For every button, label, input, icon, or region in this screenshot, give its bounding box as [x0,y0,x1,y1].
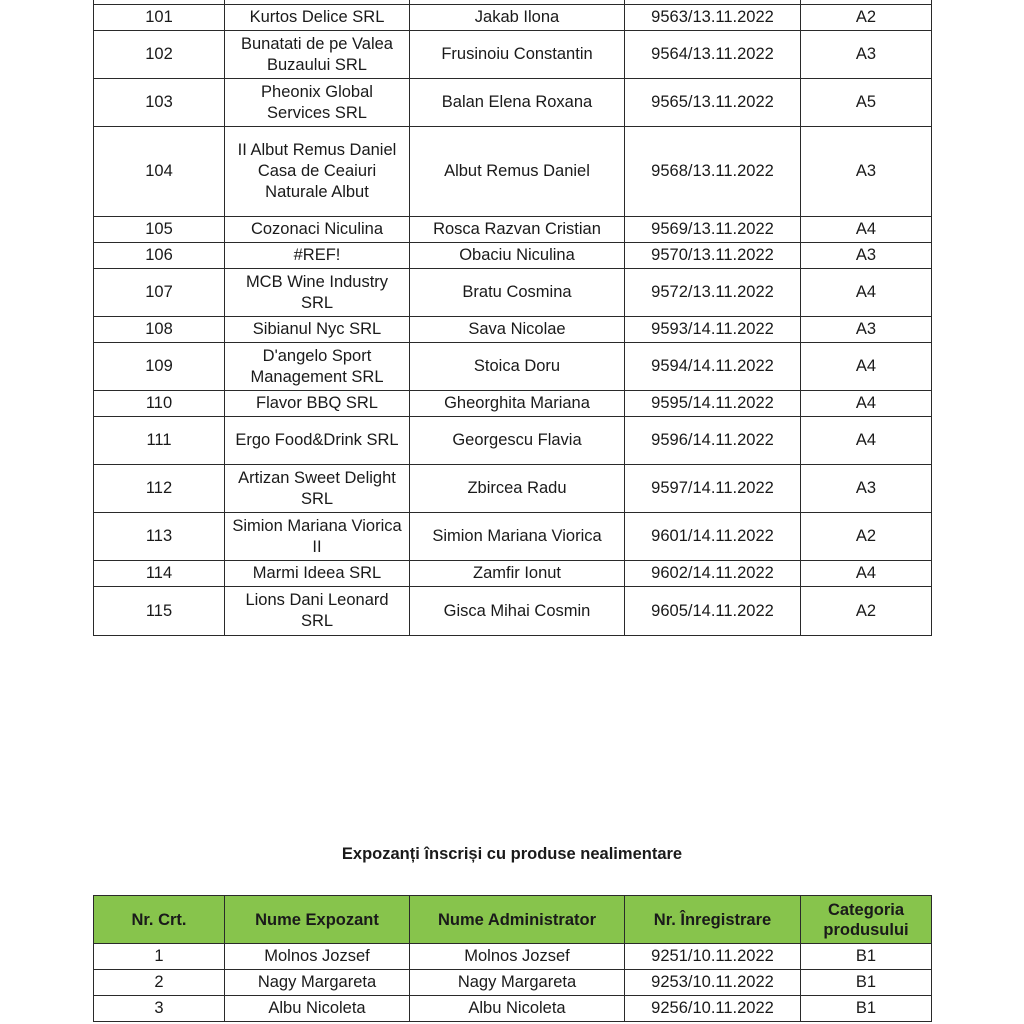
table-row [94,269,932,317]
cell-categorie: A4 [801,417,932,465]
table-header-row [94,896,932,944]
cell-inregistrare: 9601/14.11.2022 [625,513,801,561]
cell-nr: 113 [94,513,225,561]
cell-categorie: A4 [801,269,932,317]
table-row [94,217,932,243]
cell-administrator: Simion Mariana Viorica [410,513,625,561]
cell-categorie: A4 [801,561,932,587]
cell-expozant: Artizan Sweet Delight SRL [225,465,410,513]
cell-inregistrare: 9565/13.11.2022 [625,79,801,127]
cell-categorie: A4 [801,343,932,391]
cell-expozant: Bunatati de pe Valea Buzaului SRL [225,31,410,79]
cell-expozant: Marmi Ideea SRL [225,561,410,587]
cell-nr: 2 [94,970,225,996]
cell-nr: 104 [94,127,225,217]
cell-inregistrare: 9595/14.11.2022 [625,391,801,417]
cell-inregistrare: 9597/14.11.2022 [625,465,801,513]
cell-nr: 103 [94,79,225,127]
exhibitors-non-food-table [93,895,932,1022]
cell-expozant: Lions Dani Leonard SRL [225,587,410,636]
cell-inregistrare: 9568/13.11.2022 [625,127,801,217]
cell-nr: 105 [94,217,225,243]
cell-administrator: Frusinoiu Constantin [410,31,625,79]
cell-inregistrare: 9251/10.11.2022 [625,944,801,970]
column-header-nr: Nr. Crt. [94,896,225,944]
table-row [94,31,932,79]
cell-categorie: A2 [801,5,932,31]
cell-nr: 115 [94,587,225,636]
cell-administrator: Bratu Cosmina [410,269,625,317]
column-header-categorie: Categoria produsului [801,896,932,944]
cell-expozant: Molnos Jozsef [225,944,410,970]
table-row [94,561,932,587]
cell-categorie: A3 [801,127,932,217]
cell-categorie: A3 [801,31,932,79]
cell-categorie: A4 [801,391,932,417]
cell-expozant: Flavor BBQ SRL [225,391,410,417]
table-row [94,944,932,970]
table-row [94,513,932,561]
exhibitors-food-table [93,0,932,636]
cell-administrator: Albut Remus Daniel [410,127,625,217]
cell-nr: 114 [94,561,225,587]
cell-administrator: Albu Nicoleta [410,996,625,1022]
cell-expozant: II Albut Remus Daniel Casa de Ceaiuri Naturale Albut [225,127,410,217]
cell-expozant: Nagy Margareta [225,970,410,996]
cell-inregistrare: 9572/13.11.2022 [625,269,801,317]
table-row [94,243,932,269]
column-header-inregistrare: Nr. Înregistrare [625,896,801,944]
cell-categorie: A3 [801,317,932,343]
cell-nr: 110 [94,391,225,417]
cell-administrator: Molnos Jozsef [410,944,625,970]
cell-inregistrare: 9253/10.11.2022 [625,970,801,996]
cell-expozant: Simion Mariana Viorica II [225,513,410,561]
cell-categorie: A3 [801,243,932,269]
cell-administrator: Jakab Ilona [410,5,625,31]
cell-categorie: B1 [801,944,932,970]
cell-administrator: Stoica Doru [410,343,625,391]
cell-nr: 107 [94,269,225,317]
cell-inregistrare: 9593/14.11.2022 [625,317,801,343]
cell-categorie: A2 [801,587,932,636]
cell-inregistrare: 9594/14.11.2022 [625,343,801,391]
table-row [94,343,932,391]
cell-categorie: B1 [801,996,932,1022]
cell-inregistrare: 9605/14.11.2022 [625,587,801,636]
table-row [94,5,932,31]
cell-expozant: Kurtos Delice SRL [225,5,410,31]
cell-categorie: A2 [801,513,932,561]
table-row [94,970,932,996]
cell-expozant: D'angelo Sport Management SRL [225,343,410,391]
cell-nr: 3 [94,996,225,1022]
cell-inregistrare: 9564/13.11.2022 [625,31,801,79]
table-row [94,391,932,417]
table-row [94,587,932,636]
cell-expozant: Ergo Food&Drink SRL [225,417,410,465]
cell-inregistrare: 9256/10.11.2022 [625,996,801,1022]
cell-inregistrare: 9570/13.11.2022 [625,243,801,269]
cell-administrator: Zamfir Ionut [410,561,625,587]
cell-nr: 112 [94,465,225,513]
cell-nr: 106 [94,243,225,269]
table-row [94,317,932,343]
table-row [94,127,932,217]
cell-inregistrare: 9602/14.11.2022 [625,561,801,587]
cell-inregistrare: 9569/13.11.2022 [625,217,801,243]
cell-nr: 109 [94,343,225,391]
cell-categorie: A5 [801,79,932,127]
cell-expozant: Pheonix Global Services SRL [225,79,410,127]
cell-nr: 108 [94,317,225,343]
cell-administrator: Sava Nicolae [410,317,625,343]
cell-nr: 102 [94,31,225,79]
cell-categorie: A4 [801,217,932,243]
cell-administrator: Zbircea Radu [410,465,625,513]
cell-categorie: A3 [801,465,932,513]
section-heading-non-food: Expozanți înscriși cu produse nealimentare [341,845,683,863]
cell-administrator: Gheorghita Mariana [410,391,625,417]
cell-nr: 101 [94,5,225,31]
cell-expozant: Cozonaci Niculina [225,217,410,243]
column-header-administrator: Nume Administrator [410,896,625,944]
cell-administrator: Obaciu Niculina [410,243,625,269]
cell-categorie: B1 [801,970,932,996]
cell-nr: 1 [94,944,225,970]
table-row [94,465,932,513]
cell-expozant: MCB Wine Industry SRL [225,269,410,317]
cell-expozant: #REF! [225,243,410,269]
cell-inregistrare: 9596/14.11.2022 [625,417,801,465]
cell-administrator: Nagy Margareta [410,970,625,996]
cell-administrator: Rosca Razvan Cristian [410,217,625,243]
cell-administrator: Balan Elena Roxana [410,79,625,127]
table-row [94,996,932,1022]
cell-expozant: Sibianul Nyc SRL [225,317,410,343]
table-row [94,79,932,127]
column-header-expozant: Nume Expozant [225,896,410,944]
table-body [94,0,932,636]
table-body [94,944,932,1022]
cell-expozant: Albu Nicoleta [225,996,410,1022]
cell-administrator: Georgescu Flavia [410,417,625,465]
table-row [94,417,932,465]
cell-nr: 111 [94,417,225,465]
cell-administrator: Gisca Mihai Cosmin [410,587,625,636]
cell-inregistrare: 9563/13.11.2022 [625,5,801,31]
